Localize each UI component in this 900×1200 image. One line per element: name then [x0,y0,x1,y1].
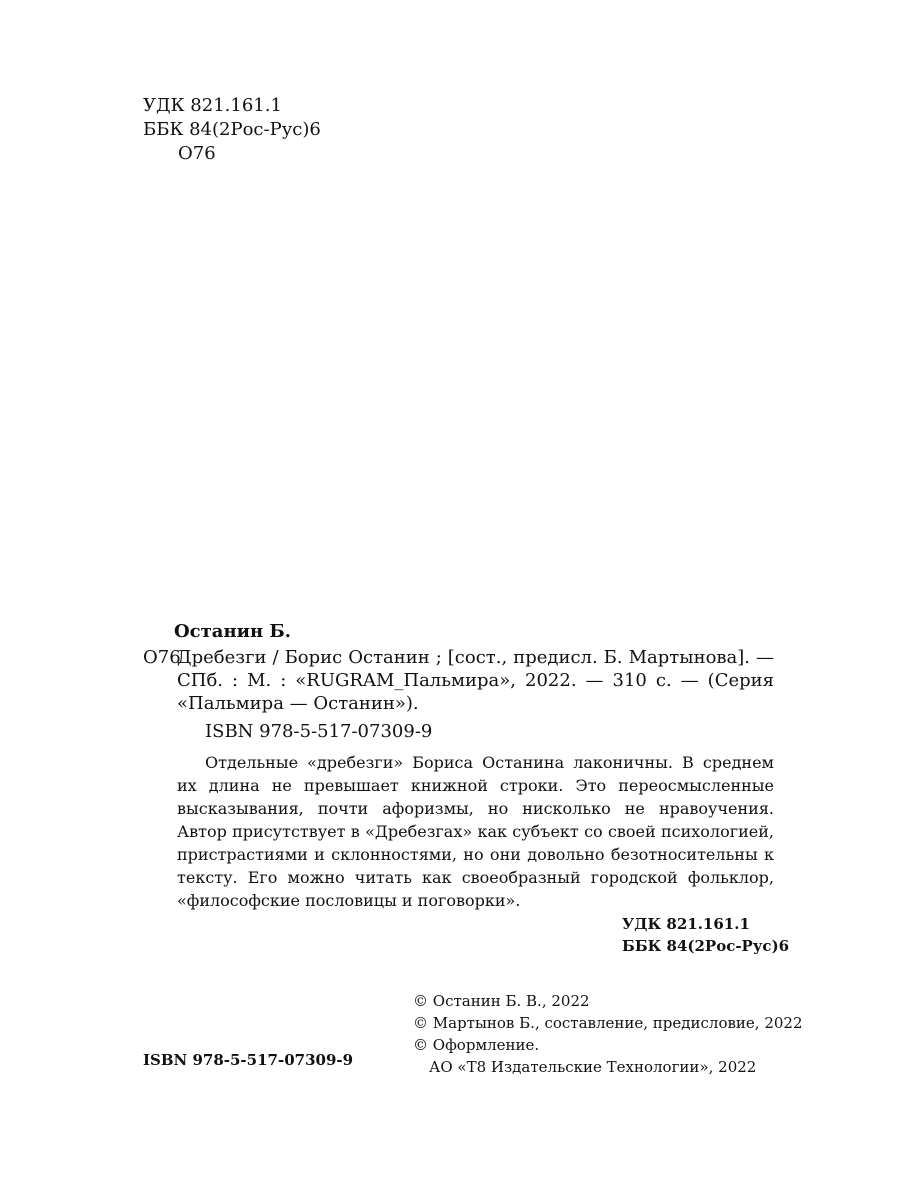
author-mark: О76 [178,143,216,164]
copyright-line-1: © Останин Б. В., 2022 [413,992,590,1010]
bbk-code: ББК 84(2Рос-Рус)6 [143,119,321,140]
isbn-main: ISBN 978-5-517-07309-9 [205,721,433,742]
copyright-line-4: АО «Т8 Издательские Технологии», 2022 [429,1058,757,1076]
author-heading: Останин Б. [174,621,292,642]
udk-code: УДК 821.161.1 [143,95,282,116]
copyright-line-3: © Оформление. [413,1036,540,1054]
bottom-classification [622,913,789,957]
copyright-line-2: © Мартынов Б., составление, предисловие, 2022 [413,1014,803,1032]
author-mark-left: О76 [143,647,181,668]
bbk-code-bottom: ББК 84(2Рос-Рус)6 [622,937,790,955]
udk-code-bottom: УДК 821.161.1 [622,915,750,933]
annotation: Отдельные «дребезги» Бориса Останина лаконичны. В среднем их длина не превышает книжной строки. Это переосмысленные высказывания, почти афоризмы, но нисколько не нравоучения. Автор присутствует в «Дребезгах» как субъект со своей психологией, пристрастиями и склонностями, но они довольно безотносительны к тексту. Его можно читать как своеобразный городской фольклор, «философские пословицы и поговорки». [177,753,774,910]
isbn-bottom: ISBN 978-5-517-07309-9 [143,1051,354,1069]
top-classification [143,94,321,166]
bibliographic-description: Дребезги / Борис Останин ; [сост., предисл. Б. Мартынова]. — СПб. : М. : «RUGRAM_Пальмира», 2022. — 310 с. — (Серия «Пальмира — Останин»). [177,647,774,714]
copyright-block [413,990,803,1078]
